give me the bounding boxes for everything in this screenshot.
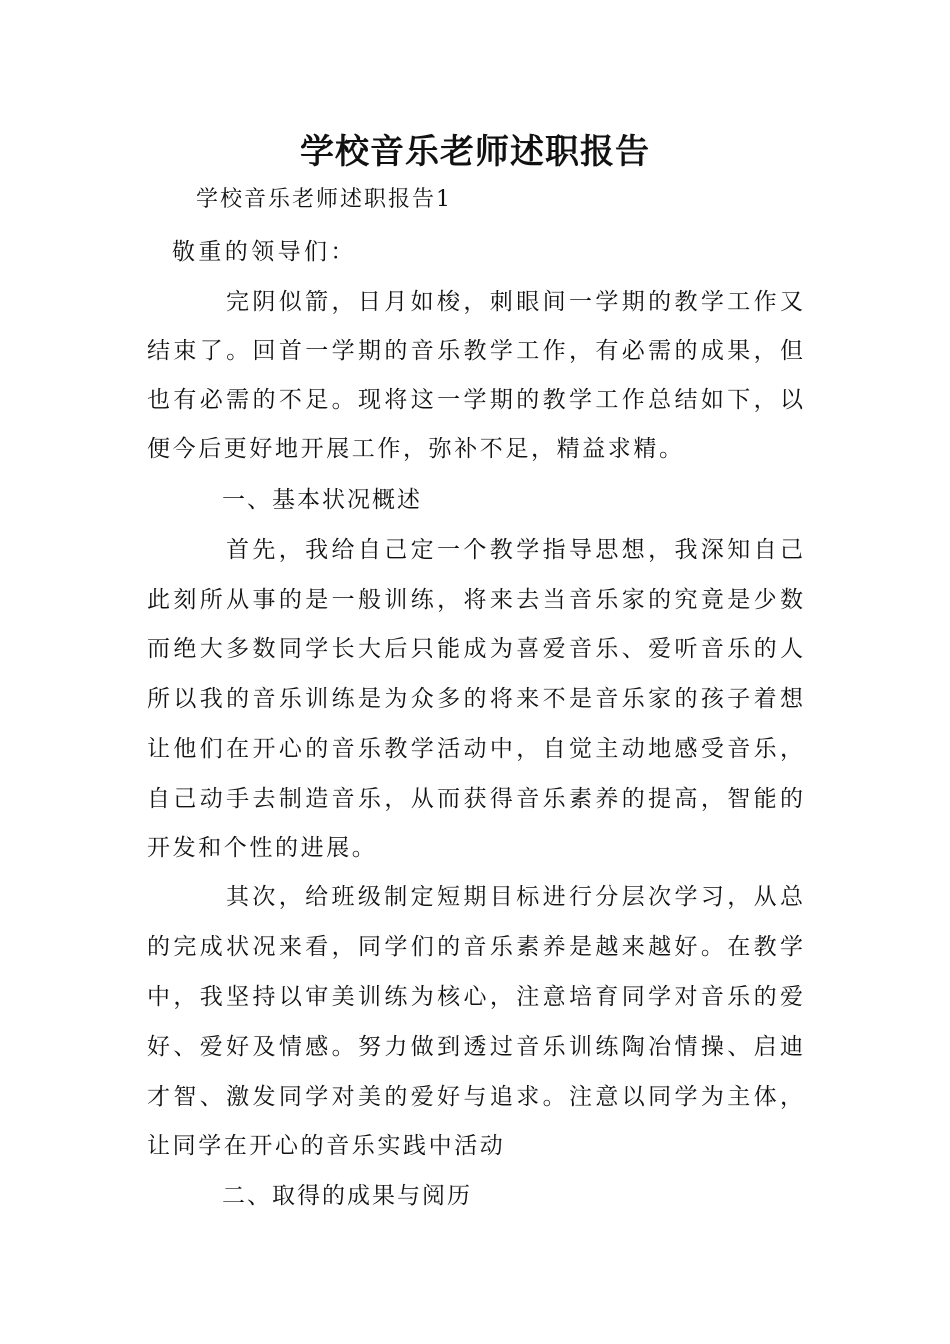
paragraph-line: 此刻所从事的是一般训练，将来去当音乐家的究竟是少数 (147, 587, 803, 613)
section-heading: 二、取得的成果与阅历 (222, 1183, 472, 1209)
paragraph-line: 的完成状况来看，同学们的音乐素养是越来越好。在教学 (147, 934, 803, 960)
section-heading: 一、基本状况概述 (222, 487, 422, 513)
paragraph-line: 所以我的音乐训练是为众多的将来不是音乐家的孩子着想 (147, 686, 803, 712)
paragraph-line: 才智、激发同学对美的爱好与追求。注意以同学为主体， (147, 1084, 803, 1110)
paragraph-line: 自己动手去制造音乐，从而获得音乐素养的提高，智能的 (147, 786, 803, 812)
paragraph-line: 开发和个性的进展。 (147, 835, 378, 861)
paragraph-line: 好、爱好及情感。努力做到透过音乐训练陶冶情操、启迪 (147, 1034, 803, 1060)
paragraph-line: 也有必需的不足。现将这一学期的教学工作总结如下，以 (147, 387, 803, 413)
greeting: 敬重的领导们： (172, 239, 357, 265)
paragraph-line: 其次，给班级制定短期目标进行分层次学习，从总 (226, 884, 803, 910)
paragraph-line: 让他们在开心的音乐教学活动中，自觉主动地感受音乐， (147, 736, 803, 762)
paragraph-line: 中，我坚持以审美训练为核心，注意培育同学对音乐的爱 (147, 984, 803, 1010)
paragraph-line: 完阴似箭，日月如梭，刺眼间一学期的教学工作又 (226, 289, 803, 315)
paragraph-line: 让同学在开心的音乐实践中活动 (147, 1133, 506, 1159)
paragraph-line: 而绝大多数同学长大后只能成为喜爱音乐、爱听音乐的人 (147, 636, 803, 662)
paragraph-line: 便今后更好地开展工作，弥补不足，精益求精。 (147, 436, 685, 462)
document-subtitle: 学校音乐老师述职报告1 (196, 187, 452, 212)
paragraph-line: 首先，我给自己定一个教学指导思想，我深知自己 (226, 537, 803, 563)
paragraph-line: 结束了。回首一学期的音乐教学工作，有必需的成果，但 (147, 338, 803, 364)
document-title: 学校音乐老师述职报告 (300, 132, 650, 172)
